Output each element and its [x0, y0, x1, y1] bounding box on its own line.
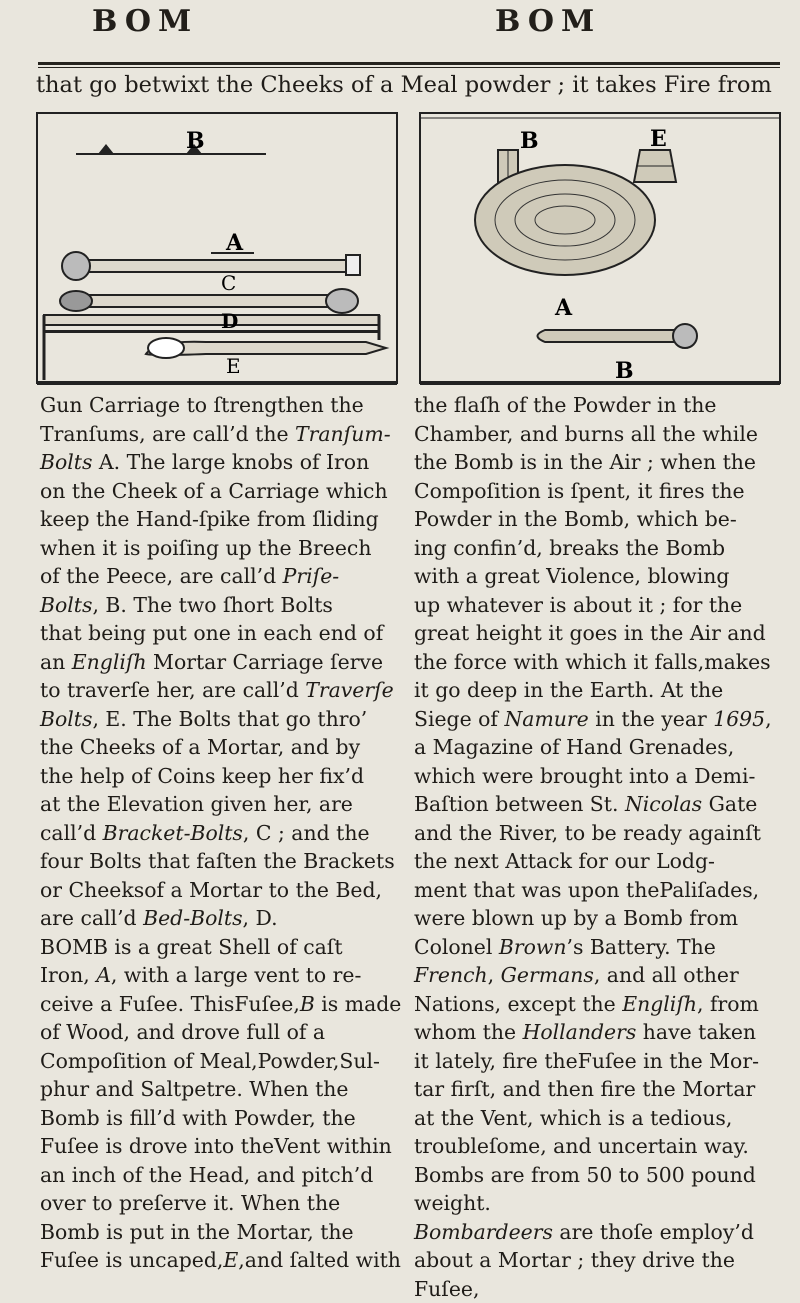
right-column-line: the flaſh of the Powder in the — [414, 391, 794, 420]
right-column-line: at the Vent, which is a tedious, — [414, 1104, 794, 1133]
right-column-line: the next Attack for our Lodg- — [414, 847, 794, 876]
right-column-line: Chamber, and burns all the while — [414, 420, 794, 449]
left-column-line: an inch of the Head, and pitch’d — [40, 1161, 400, 1190]
right-column-line: about a Mortar ; they drive the — [414, 1246, 794, 1275]
right-column-line: Siege of Namure in the year 1695, — [414, 705, 794, 734]
right-column-line: and the River, to be ready againſt — [414, 819, 794, 848]
right-column-line: the Bomb is in the Air ; when the — [414, 448, 794, 477]
bomb-engraving — [410, 110, 784, 390]
left-column-line: Fuſee is drove into theVent within — [40, 1132, 400, 1161]
right-column-line: troubleſome, and uncertain way. — [414, 1132, 794, 1161]
left-column-line: ceive a Fuſee. ThisFuſee,B is made — [40, 990, 400, 1019]
carriage-bolts-figure — [36, 110, 400, 390]
figure-label-b-top: B — [520, 128, 539, 154]
right-column-line: Baſtion between St. Nicolas Gate — [414, 790, 794, 819]
right-column-line: whom the Hollanders have taken — [414, 1018, 794, 1047]
left-column-line: call’d Bracket-Bolts, C ; and the — [40, 819, 400, 848]
left-column-line: at the Elevation given her, are — [40, 790, 400, 819]
left-column-line: that being put one in each end of — [40, 619, 400, 648]
left-column-line: phur and Saltpetre. When the — [40, 1075, 400, 1104]
left-column-line: BOMB is a great Shell of caſt — [40, 933, 400, 962]
right-column-line: which were brought into a Demi- — [414, 762, 794, 791]
right-column-line: with a great Violence, blowing — [414, 562, 794, 591]
right-column-line: weight. — [414, 1189, 794, 1218]
right-column-line: great height it goes in the Air and — [414, 619, 794, 648]
left-column-line: of the Peece, are call’d Priſe- — [40, 562, 400, 591]
right-column-line: up whatever is about it ; for the — [414, 591, 794, 620]
right-column-line: Bombardeers are thoſe employ’d — [414, 1218, 794, 1247]
right-column-line: a Magazine of Hand Grenades, — [414, 733, 794, 762]
left-column-line: Compoſition of Meal,Powder,Sul- — [40, 1047, 400, 1076]
right-column-line: Fuſee, — [414, 1275, 794, 1303]
right-column-line: Nations, except the Engliſh, from — [414, 990, 794, 1019]
left-column-line: over to preſerve it. When the — [40, 1189, 400, 1218]
bomb-figure — [410, 110, 784, 390]
left-column-line: keep the Hand-ſpike from ſliding — [40, 505, 400, 534]
right-column-line: were blown up by a Bomb from — [414, 904, 794, 933]
top-line-text: that go betwixt the Cheeks of a Meal powder ; it takes Fire from — [36, 72, 786, 98]
running-head-right: BOM — [495, 4, 601, 39]
left-column-line: Fuſee is uncaped,E,and ſalted with — [40, 1246, 400, 1275]
left-column-line: the help of Coins keep her fix’d — [40, 762, 400, 791]
left-column-line: Bolts A. The large knobs of Iron — [40, 448, 400, 477]
figure-label-d: D — [221, 309, 238, 333]
right-column-line: Powder in the Bomb, which be- — [414, 505, 794, 534]
right-column-line: tar firſt, and then fire the Mortar — [414, 1075, 794, 1104]
figure-label-b: B — [186, 128, 205, 154]
left-column-line: Tranſums, are call’d the Tranſum- — [40, 420, 400, 449]
left-column-line: the Cheeks of a Mortar, and by — [40, 733, 400, 762]
right-column-line: the force with which it falls,makes — [414, 648, 794, 677]
right-column-line: ing confin’d, breaks the Bomb — [414, 534, 794, 563]
left-column-line: Bolts, B. The two ſhort Bolts — [40, 591, 400, 620]
left-column-line: Iron, A, with a large vent to re- — [40, 961, 400, 990]
left-column-line: are call’d Bed-Bolts, D. — [40, 904, 400, 933]
left-column-line: when it is poiſing up the Breech — [40, 534, 400, 563]
figure-label-e: E — [226, 354, 241, 378]
figure-label-c: C — [221, 271, 236, 295]
right-column-line: ment that was upon thePaliſades, — [414, 876, 794, 905]
left-column-line: on the Cheek of a Carriage which — [40, 477, 400, 506]
right-column-line: French, Germans, and all other — [414, 961, 794, 990]
right-column — [414, 391, 794, 1303]
left-column-line: an Engliſh Mortar Carriage ſerve — [40, 648, 400, 677]
right-column-line: Compoſition is ſpent, it fires the — [414, 477, 794, 506]
figure-label-b-bottom: B — [615, 358, 634, 384]
running-head-left: BOM — [92, 4, 198, 39]
header-rule-thin — [38, 67, 780, 68]
right-column-line: it go deep in the Earth. At the — [414, 676, 794, 705]
right-column-line: Colonel Brown’s Battery. The — [414, 933, 794, 962]
left-column-line: Bolts, E. The Bolts that go thro’ — [40, 705, 400, 734]
left-column — [40, 391, 400, 1275]
left-column-line: four Bolts that faſten the Brackets — [40, 847, 400, 876]
figure-label-e: E — [650, 126, 667, 152]
figure-label-a: A — [225, 230, 244, 256]
right-column-line: Bombs are from 50 to 500 pound — [414, 1161, 794, 1190]
left-column-line: to traverſe her, are call’d Traverſe — [40, 676, 400, 705]
left-column-line: or Cheeksof a Mortar to the Bed, — [40, 876, 400, 905]
figure-label-a: A — [554, 295, 573, 321]
left-column-line: Bomb is put in the Mortar, the — [40, 1218, 400, 1247]
left-column-line: of Wood, and drove full of a — [40, 1018, 400, 1047]
header-rule — [38, 62, 780, 65]
right-column-line: it lately, fire theFuſee in the Mor- — [414, 1047, 794, 1076]
carriage-bolts-engraving — [36, 110, 400, 390]
left-column-line: Gun Carriage to ſtrengthen the — [40, 391, 400, 420]
left-column-line: Bomb is fill’d with Powder, the — [40, 1104, 400, 1133]
